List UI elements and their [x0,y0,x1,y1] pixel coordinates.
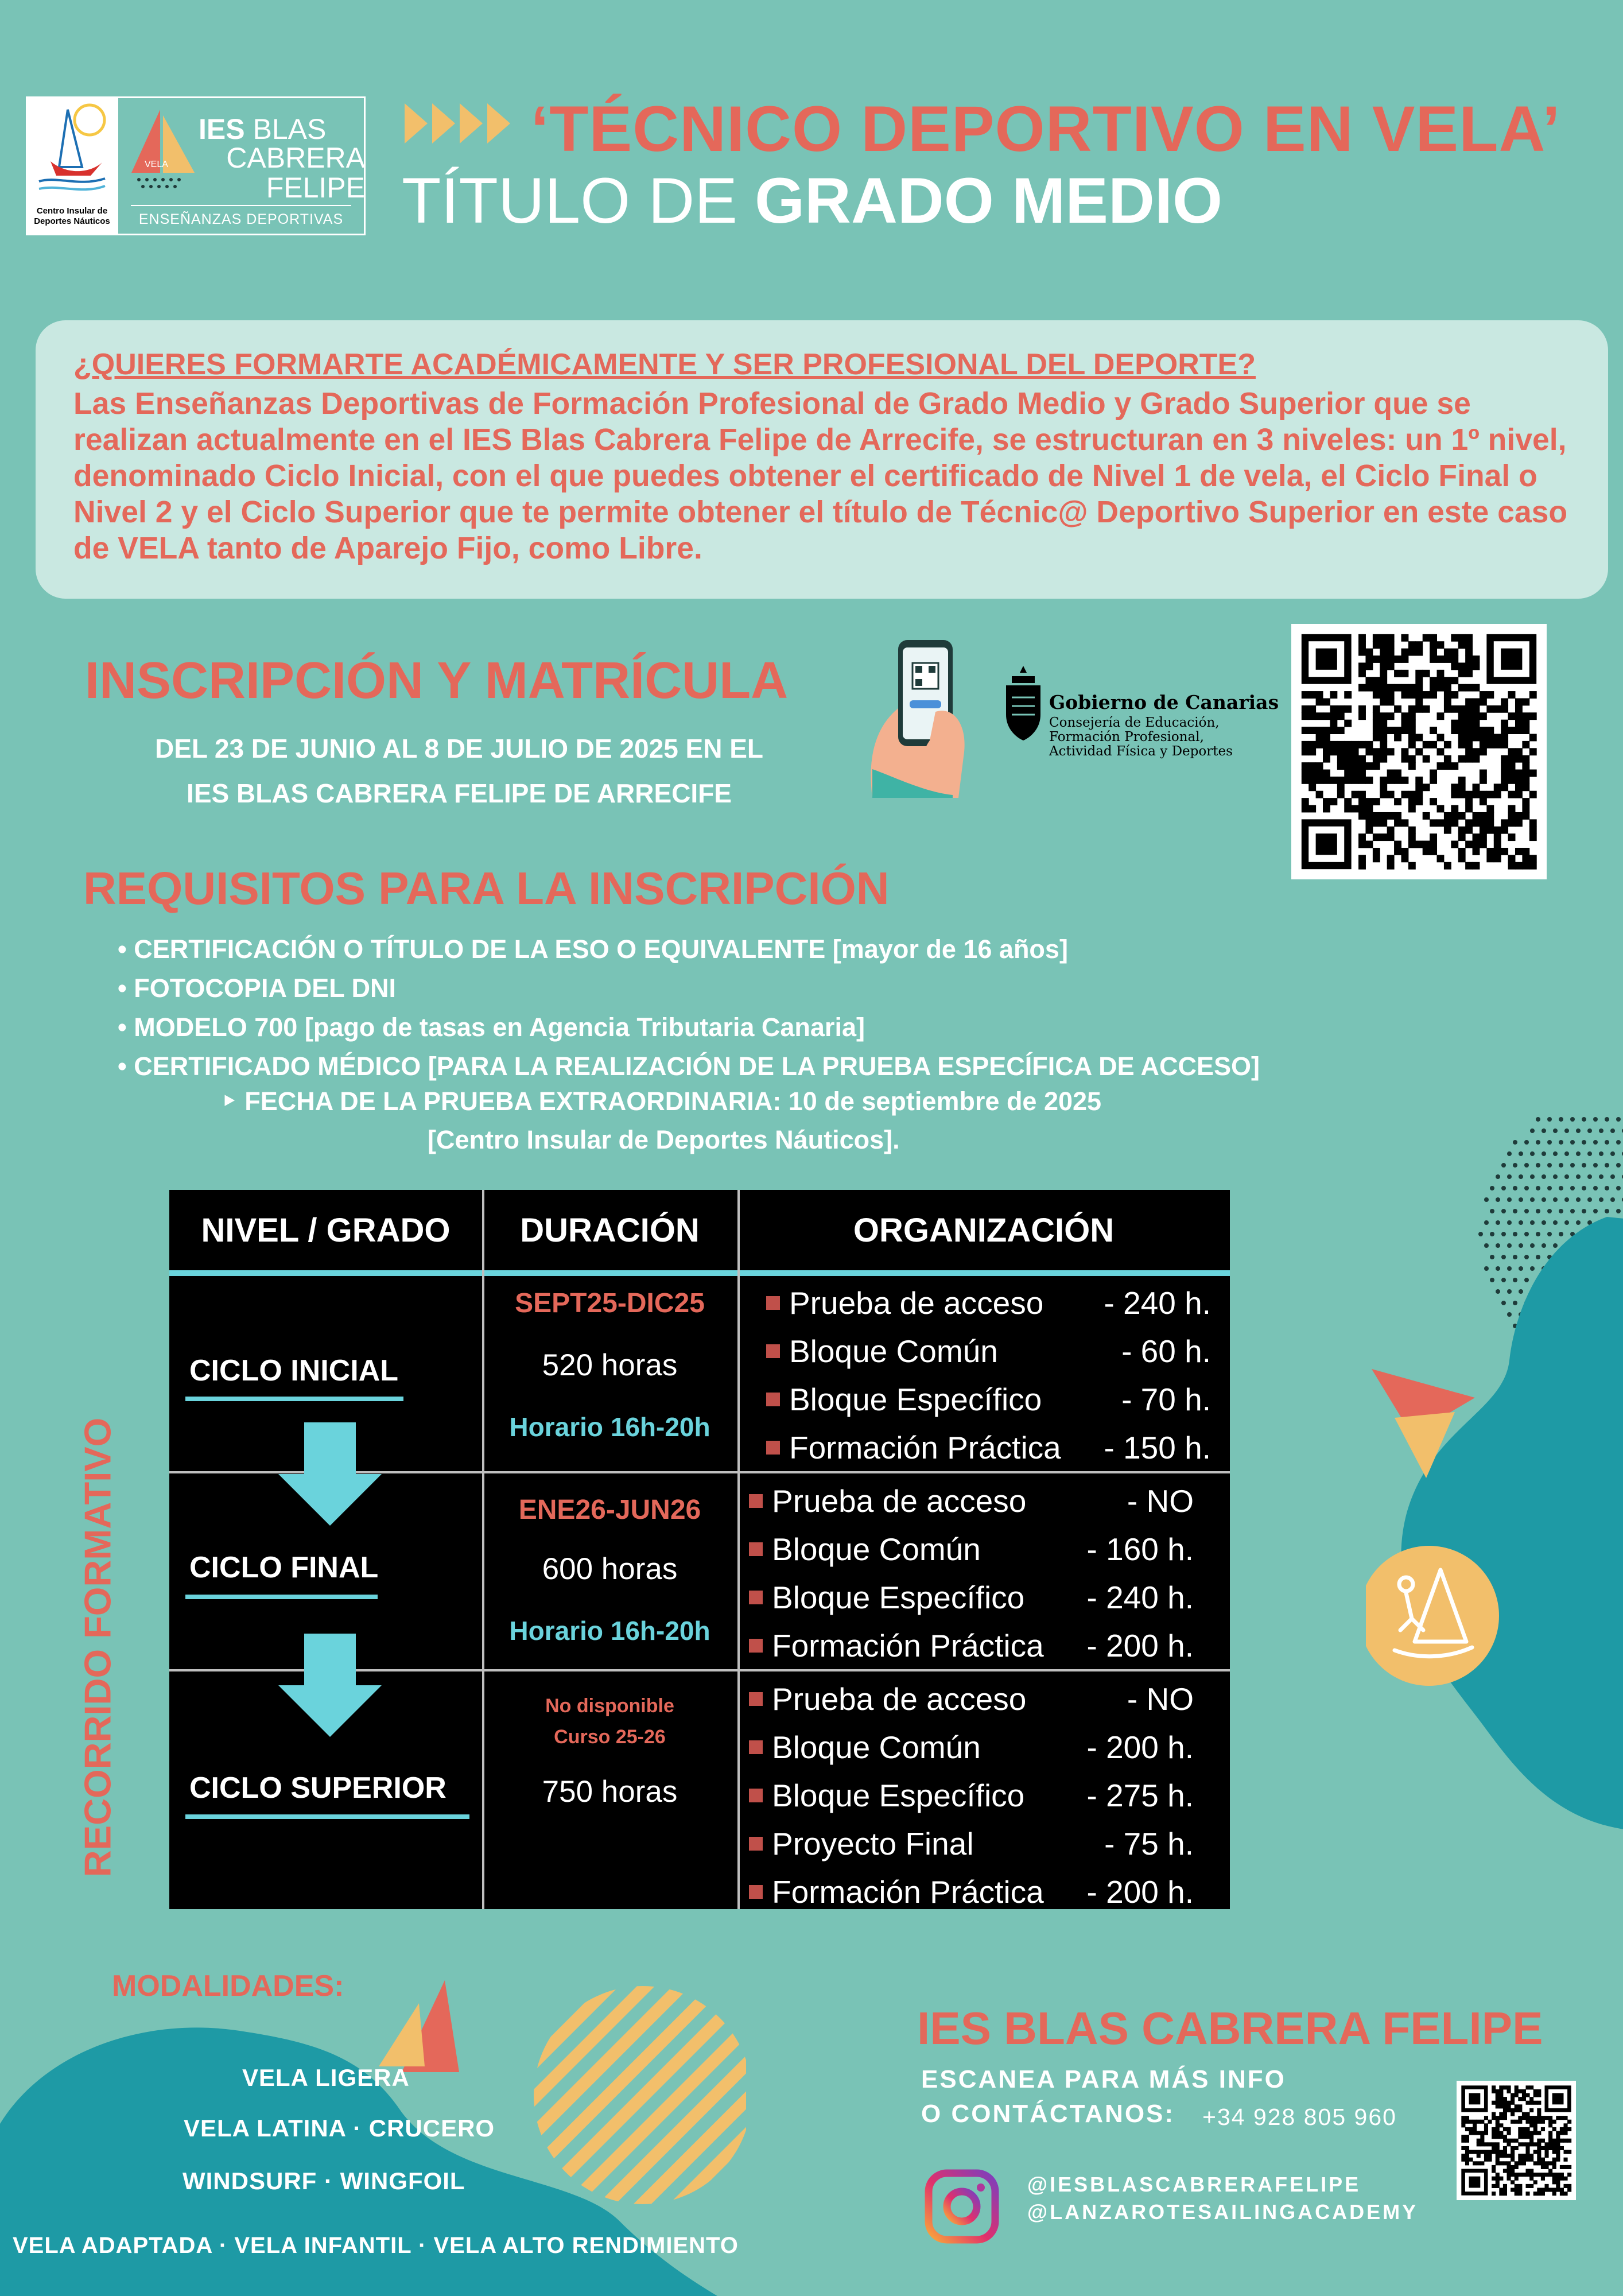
org-item: Bloque Específico - 70 h. [766,1375,1220,1424]
organization-ciclo-final [749,1477,1202,1670]
cidn-logo [28,98,118,234]
org-item: Prueba de acceso - 240 h. [766,1279,1220,1327]
scan-info: ESCANEA PARA MÁS INFO [921,2065,1286,2093]
level-underline [185,1595,378,1599]
not-available: No disponible [545,1695,674,1717]
org-item: Bloque Específico - 240 h. [749,1573,1202,1622]
org-item: Formación Práctica - 200 h. [749,1868,1202,1916]
modality-item: VELA ADAPTADA · VELA INFANTIL · VELA ALTO RENDIMIENTO [13,2233,739,2258]
modality-item: VELA LATINA · CRUCERO [184,2115,495,2142]
school-name: IES BLAS CABRERA FELIPE [917,2003,1543,2054]
ies-logo [118,98,364,234]
level-underline [185,1397,403,1401]
modality-item: VELA LIGERA [242,2064,410,2091]
canarias-shield-icon [1001,666,1045,740]
gobierno-canarias-logo: Gobierno de Canarias Consejería de Educación, Formación Profesional, Actividad Física y Deportes [1049,691,1279,759]
requirement-item: • CERTIFICACIÓN O TÍTULO DE LA ESO O EQUIVALENTE [mayor de 16 años] [118,934,1068,964]
instagram-icon[interactable] [924,2169,1000,2244]
org-item: Bloque Común - 200 h. [749,1723,1202,1771]
organization-ciclo-superior [749,1675,1202,1916]
date-range: ENE26-JUN26 [518,1495,701,1525]
inscription-dates: DEL 23 DE JUNIO AL 8 DE JULIO DE 2025 EN EL IES BLAS CABRERA FELIPE DE ARRECIFE [154,734,764,808]
org-item: Formación Práctica - 150 h. [766,1424,1220,1472]
logo-ies-blas: IES BLAS [199,113,327,145]
exam-location: [Centro Insular de Deportes Náuticos]. [428,1125,900,1154]
requirements-title: REQUISITOS PARA LA INSCRIPCIÓN [83,863,890,914]
qr-code-contact[interactable] [1457,2081,1576,2200]
contact-label: O CONTÁCTANOS: [921,2100,1175,2128]
org-item: Bloque Común - 160 h. [749,1525,1202,1573]
org-item: Formación Práctica - 200 h. [749,1622,1202,1670]
page-title: ‘TÉCNICO DEPORTIVO EN VELA’ [531,93,1561,165]
qr-code-inscription[interactable] [1291,624,1547,879]
total-hours: 520 horas [542,1348,678,1382]
column-divider [737,1190,740,1909]
training-table [169,1190,1230,1909]
requirement-item: • FOTOCOPIA DEL DNI [118,974,396,1003]
page-subtitle: TÍTULO DE GRADO MEDIO [402,165,1223,236]
date-range: SEPT25-DIC25 [515,1288,705,1318]
org-item: Prueba de acceso - NO [749,1477,1202,1525]
requirement-item: • CERTIFICADO MÉDICO [PARA LA REALIZACIÓN DE LA PRUEBA ESPECÍFICA DE ACCESO] [118,1052,1260,1081]
instagram-handle[interactable]: @IESBLASCABRERAFELIPE [1027,2173,1361,2196]
level-underline [185,1814,469,1819]
duration-ciclo-superior [482,1690,737,1809]
header-nivel: NIVEL / GRADO [201,1211,451,1249]
duration-ciclo-inicial [482,1287,737,1442]
logo-cabrera-felipe: CABRERA FELIPE [226,142,365,204]
org-item: Bloque Común - 60 h. [766,1327,1220,1375]
header-duracion: DURACIÓN [520,1211,700,1249]
org-item: Proyecto Final - 75 h. [749,1820,1202,1868]
org-item: Prueba de acceso - NO [749,1675,1202,1723]
intro-question: ¿QUIERES FORMARTE ACADÉMICAMENTE Y SER PROFESIONAL DEL DEPORTE? [73,348,1256,381]
school-logo [26,96,366,235]
inscription-title: INSCRIPCIÓN Y MATRÍCULA [85,652,789,709]
arrows-icon [405,103,517,144]
phone-number[interactable]: +34 928 805 960 [1202,2104,1397,2130]
total-hours: 750 horas [542,1775,678,1809]
arrow-down-icon [278,1422,382,1526]
header-organizacion: ORGANIZACIÓN [853,1211,1115,1249]
recorrido-label: RECORRIDO FORMATIVO [76,1417,119,1878]
duration-ciclo-final [482,1494,737,1646]
vela-sail-icon [129,110,196,190]
requirements-list [118,930,1260,1086]
level-ciclo-inicial: CICLO INICIAL [189,1354,398,1387]
requirement-item: • MODELO 700 [pago de tasas en Agencia Tributaria Canaria] [118,1013,865,1042]
modality-item: WINDSURF · WINGFOIL [183,2167,465,2194]
header-divider [169,1270,1230,1276]
arrow-down-icon [278,1634,382,1737]
modalities-title: MODALIDADES: [112,1969,344,2003]
total-hours: 600 horas [542,1552,678,1586]
sailboat-logo-icon [28,98,115,196]
level-ciclo-superior: CICLO SUPERIOR [189,1771,446,1805]
org-item: Bloque Específico - 275 h. [749,1771,1202,1820]
logo-subtitle: ENSEÑANZAS DEPORTIVAS [138,211,344,227]
intro-paragraph: Las Enseñanzas Deportivas de Formación Profesional de Grado Medio y Grado Superior que se realizan actualmente en el IES Blas Cabrera Felipe de Arrecife, se estructuran en 3 niveles: un 1º nivel, denominado Ciclo Inicial, con el que puedes obtener el certificado de Nivel 1 de vela, el Ciclo Final o Nivel 2 y el Ciclo Superior que te permite obtener el título de Técnic@ Deportivo Superior en este caso de VELA tanto de Aparejo Fijo, como Libre. [73,387,1568,565]
cidn-caption: Centro Insular de Deportes Náuticos [34,206,110,226]
exam-date: ‣ FECHA DE LA PRUEBA EXTRAORDINARIA: 10 de septiembre de 2025 [221,1087,1102,1116]
schedule: Horario 16h-20h [509,1616,710,1646]
schedule: Horario 16h-20h [509,1412,710,1442]
organization-ciclo-inicial [766,1279,1220,1472]
phone-hand-icon [867,637,996,798]
instagram-handle[interactable]: @LANZAROTESAILINGACADEMY [1027,2200,1419,2224]
level-ciclo-final: CICLO FINAL [189,1551,379,1584]
logo-divider [131,205,351,206]
teal-blob-decoration [1366,1171,1623,1860]
logo-vela-text: VELA [145,160,168,169]
course-note: Curso 25-26 [554,1726,666,1748]
